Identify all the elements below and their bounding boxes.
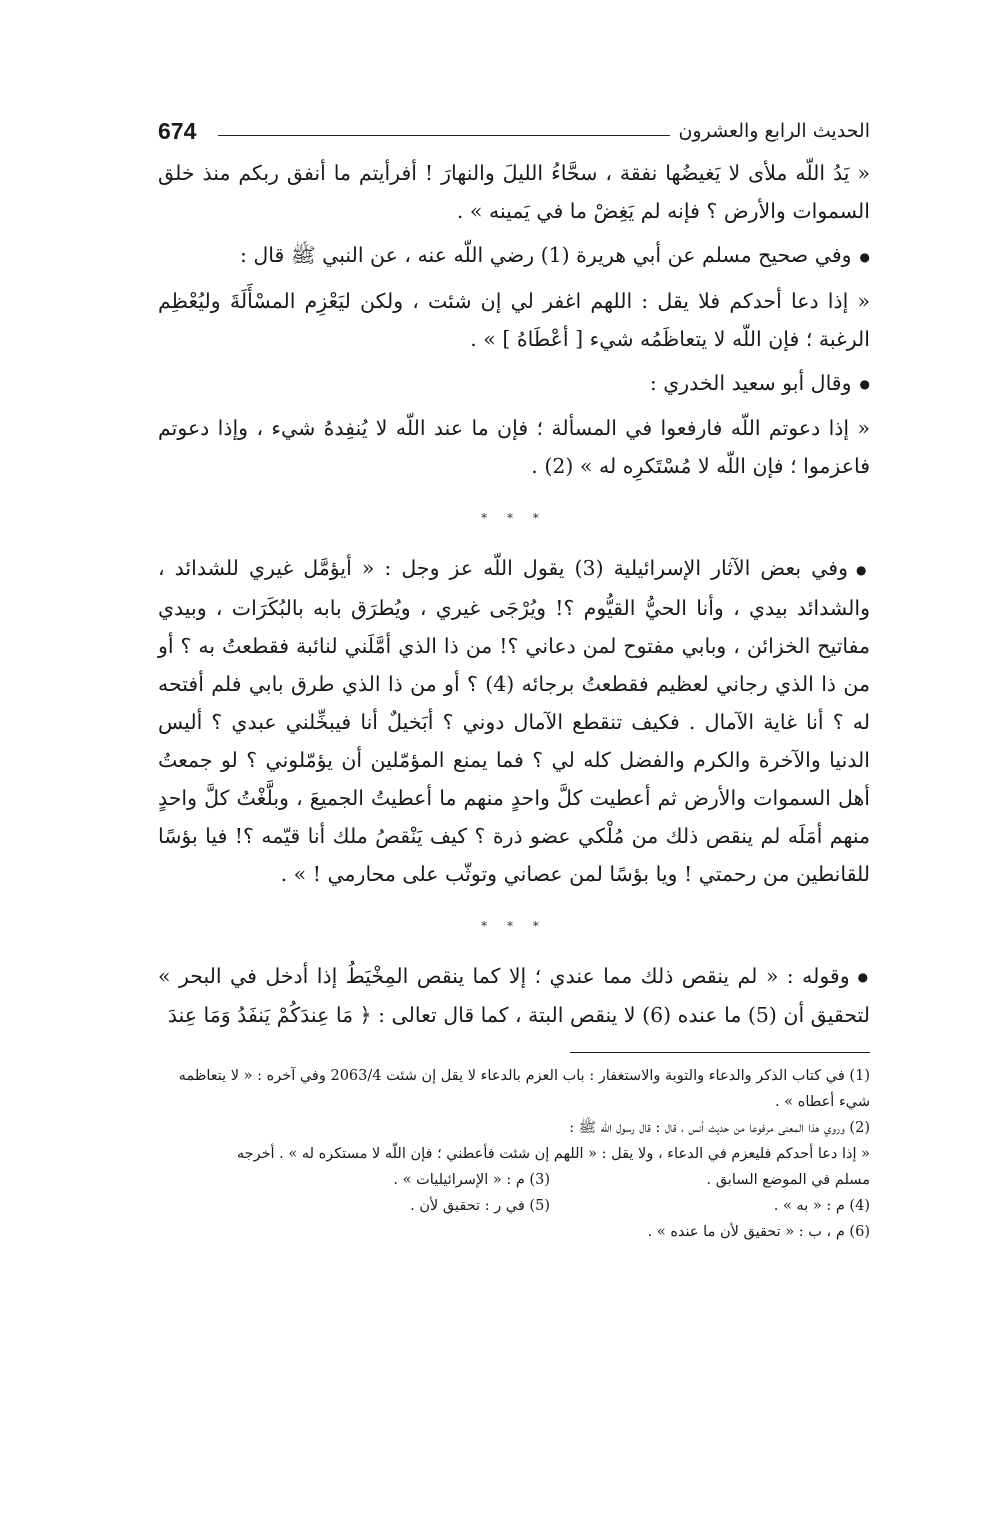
footnote-3: (3) م : « الإسرائيليات » . xyxy=(393,1172,550,1188)
paragraph: « إذا دعا أحدكم فلا يقل : اللهم اغفر لي إن شئت ، ولكن ليَعْزِم المسْأَلَةَ وليُعْظِم الرغبة ؛ فإن اللّه لا يتعاظَمُه شيء [ أعْطَاهُ ] » . xyxy=(158,288,870,351)
document-page xyxy=(158,110,870,1245)
footnotes xyxy=(158,1063,870,1245)
footnote-pair xyxy=(158,1167,870,1193)
paragraph: ● وفي بعض الآثار الإسرائيلية (3) يقول اللّه عز وجل : « أيؤمَّل غيري للشدائد ، والشدائد بيدي ، وأنا الحيُّ القيُّوم ؟! ويُرْجَى غيري ، ويُطرَق بابه بالبُكَرَات ، وبيدي مفاتيح الخزائن ، وبابي مفتوح لمن دعاني ؟! من ذا الذي أمَّلَني لنائبة فقطعتُ به ؟ أو من ذا الذي رجاني لعظيم فقطعتُ برجائه (4) ؟ أو من ذا الذي طرق بابي فلم أفتحه له ؟ أنا غاية الآمال . فكيف تنقطع الآمال دوني ؟ أبَخيلٌ أنا فيبخِّلني عبدي ؟ أليس الدنيا والآخرة والكرم والفضل كله لي ؟ فما يمنع المؤمّلين أن يؤمّلوني ؟ لو جمعتُ أهل السموات والأرض ثم أعطيت كلَّ واحدٍ منهم ما أعطيتُ الجميعَ ، وبلَّغْتُ كلَّ واحدٍ منهم أمَلَه لم ينقص ذلك من مُلْكي عضو ذرة ؟ كيف يَنْقصُ ملك أنا قيّمه ؟! فيا بؤسًا للقانطين من رحمتي ! ويا بؤسًا لمن عصاني وتوثّب على محارمي ! » . xyxy=(158,549,870,893)
paragraph: ● وفي صحيح مسلم عن أبي هريرة (1) رضي اللّه عنه ، عن النبي ﷺ قال : xyxy=(158,236,870,276)
running-header xyxy=(158,110,870,154)
section-separator: * * * xyxy=(481,918,547,933)
paragraph: ● وقوله : « لم ينقص ذلك مما عندي ؛ إلا كما ينقص المِخْيَطُ إذا أدخل في البحر » لتحقيق أن (5) ما عنده (6) لا ينقص البتة ، كما قال تعالى : ﴿ مَا عِندَكُمْ يَنفَدُ وَمَا عِندَ xyxy=(158,957,870,1035)
main-text xyxy=(158,154,870,1034)
footnote-4: (4) م : « به » . xyxy=(773,1198,870,1214)
footnote-pair xyxy=(158,1193,870,1219)
paragraph: ● وقال أبو سعيد الخدري : xyxy=(158,364,870,404)
paragraph: « إذا دعوتم اللّه فارفعوا في المسألة ؛ فإن ما عند اللّه لا يُنفِدهُ شيء ، وإذا دعوتم فاعزموا ؛ فإن اللّه لا مُسْتَكرِه له » (2) . xyxy=(158,416,870,478)
footnote-2: (2) وروي هذا المعنى مرفوعا من حديث أنس ، قال : قال رسول اللّه ﷺ : xyxy=(569,1120,870,1136)
page-number: 674 xyxy=(158,118,197,144)
footnote-1: (1) في كتاب الذكر والدعاء والتوبة والاستغفار : باب العزم بالدعاء لا يقل إن شئت 2063/4 وفي آخره : « لا يتعاظمه شيء أعطاه » . xyxy=(178,1068,870,1110)
footnote-rule xyxy=(570,1052,870,1053)
header-rule xyxy=(218,135,670,136)
footnote-5: (5) في ر : تحقيق لأن . xyxy=(410,1198,550,1214)
footnote-2-end: مسلم في الموضع السابق . xyxy=(706,1172,870,1188)
chapter-title: الحديث الرابع والعشرون xyxy=(678,120,870,142)
section-separator: * * * xyxy=(481,511,547,525)
footnote-6: (6) م ، ب : « تحقيق لأن ما عنده » . xyxy=(647,1224,870,1240)
footnote-2-quote: « إذا دعا أحدكم فليعزم في الدعاء ، ولا يقل : « اللهم إن شئت فأعطني ؛ فإن اللّه لا مستكره له » . أخرجه xyxy=(236,1146,870,1162)
paragraph: « يَدُ اللّه ملأى لا يَغيضُها نفقة ، سحَّاءُ الليلَ والنهارَ ! أفرأيتم ما أنفق ربكم منذ خلق السموات والأرض ؟ فإنه لم يَغِضْ ما في يَمينه » . xyxy=(158,161,870,223)
